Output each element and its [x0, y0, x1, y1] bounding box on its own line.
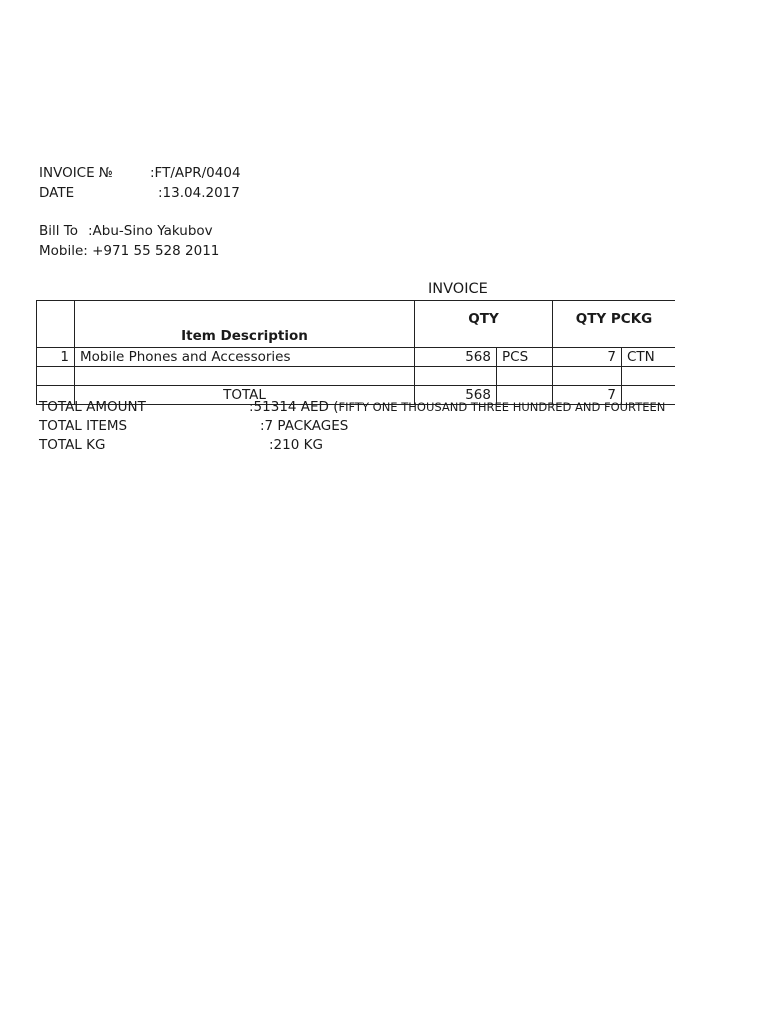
empty-row [37, 367, 676, 386]
total-qty: 568 [415, 386, 497, 405]
row-pckg-unit: CTN [622, 348, 676, 367]
total-amount-figure: :51314 AED ( [249, 399, 339, 415]
total-label: TOTAL [75, 386, 415, 405]
bill-to-value: :Abu-Sino Yakubov [88, 223, 213, 239]
bill-to-line [39, 222, 213, 240]
invoice-title: INVOICE [428, 281, 488, 297]
total-amount-words: FIFTY ONE THOUSAND THREE HUNDRED AND FOURTEEN [338, 400, 666, 414]
total-pckg: 7 [553, 386, 622, 405]
total-kg-line [39, 436, 323, 454]
row-description: Mobile Phones and Accessories [75, 348, 415, 367]
header-qty-pckg: QTY PCKG [553, 301, 676, 348]
header-qty: QTY [415, 301, 553, 348]
invoice-table [36, 300, 675, 405]
total-amount-value [249, 398, 665, 416]
date-label: DATE [39, 185, 75, 201]
invoice-number-label: INVOICE № [39, 165, 113, 181]
mobile-line: Mobile: +971 55 528 2011 [39, 243, 220, 259]
table-row [37, 348, 676, 367]
row-pckg: 7 [553, 348, 622, 367]
bill-to-label: Bill To [39, 223, 79, 239]
total-items-value: :7 PACKAGES [260, 418, 349, 434]
date-value: :13.04.2017 [158, 185, 240, 201]
invoice-number-line [39, 164, 241, 182]
row-qty: 568 [415, 348, 497, 367]
row-qty-unit: PCS [497, 348, 553, 367]
invoice-number-value: :FT/APR/0404 [150, 165, 241, 181]
table-header-row [37, 301, 676, 348]
header-item-description: Item Description [75, 301, 415, 348]
total-kg-value: :210 KG [269, 437, 323, 453]
total-items-label: TOTAL ITEMS [39, 418, 128, 434]
total-kg-label: TOTAL KG [39, 437, 106, 453]
total-amount-line [39, 398, 666, 416]
total-items-line [39, 417, 349, 435]
header-number-cell [37, 301, 75, 348]
row-number: 1 [37, 348, 75, 367]
date-line [39, 184, 240, 202]
total-amount-label: TOTAL AMOUNT [39, 399, 146, 415]
